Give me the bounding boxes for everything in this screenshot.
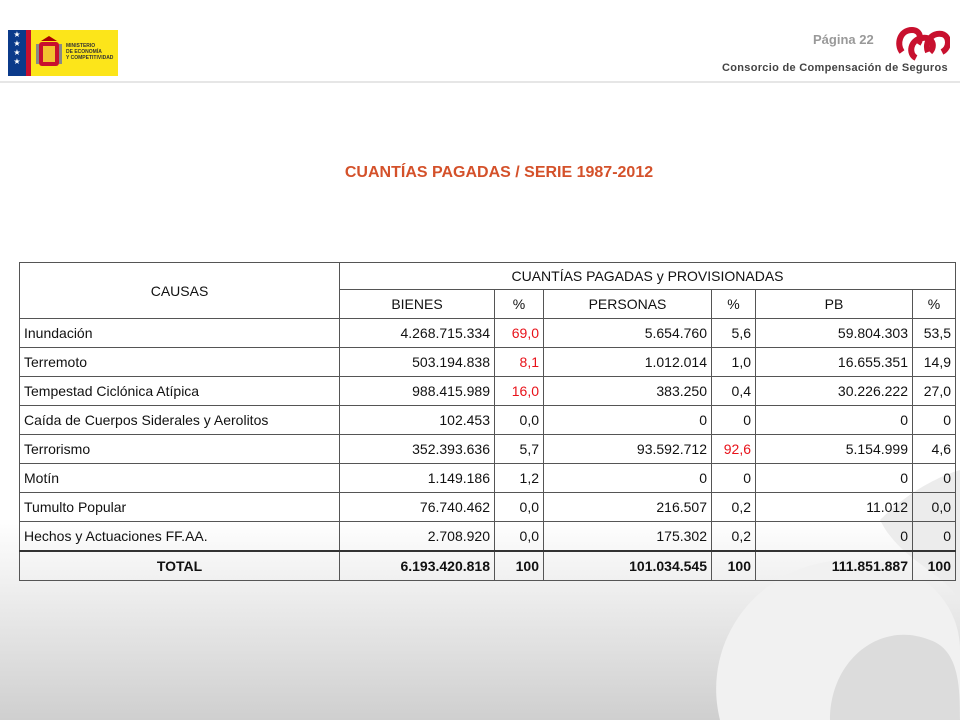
table-row (20, 319, 956, 348)
causas-header: CAUSAS (20, 263, 340, 319)
table-row (20, 493, 956, 522)
company-name: Consorcio de Compensación de Seguros (722, 62, 948, 74)
bienes-pct: 0,0 (495, 406, 544, 435)
cause-label: Inundación (20, 319, 340, 348)
pb-pct: 4,6 (913, 435, 956, 464)
bienes-value: 102.453 (340, 406, 495, 435)
pb-value: 30.226.222 (756, 377, 913, 406)
cause-label: Tempestad Ciclónica Atípica (20, 377, 340, 406)
pb-value: 5.154.999 (756, 435, 913, 464)
pb-value: 11.012 (756, 493, 913, 522)
personas-value: 1.012.014 (544, 348, 712, 377)
bienes-value: 503.194.838 (340, 348, 495, 377)
personas-value: 0 (544, 406, 712, 435)
personas-pct: 5,6 (712, 319, 756, 348)
pb-pct: 0 (913, 464, 956, 493)
bienes-pct: 1,2 (495, 464, 544, 493)
col-bienes-pct: % (495, 290, 544, 319)
bienes-value: 4.268.715.334 (340, 319, 495, 348)
table-row (20, 377, 956, 406)
pb-value: 0 (756, 522, 913, 552)
personas-pct: 0,4 (712, 377, 756, 406)
col-bienes: BIENES (340, 290, 495, 319)
table-row (20, 348, 956, 377)
bienes-value: 76.740.462 (340, 493, 495, 522)
bienes-value: 1.149.186 (340, 464, 495, 493)
table-row (20, 435, 956, 464)
col-pb: PB (756, 290, 913, 319)
payments-table (19, 262, 956, 581)
personas-value: 175.302 (544, 522, 712, 552)
page-number: Página 22 (813, 32, 874, 47)
bienes-value: 988.415.989 (340, 377, 495, 406)
personas-pct: 92,6 (712, 435, 756, 464)
ministry-logo (8, 30, 118, 76)
personas-pct: 0,2 (712, 522, 756, 552)
bienes-pct: 8,1 (495, 348, 544, 377)
cause-label: Terremoto (20, 348, 340, 377)
ccs-logo-icon (894, 22, 950, 64)
pb-value: 16.655.351 (756, 348, 913, 377)
pb-pct: 53,5 (913, 319, 956, 348)
personas-pct: 0,2 (712, 493, 756, 522)
bienes-pct: 5,7 (495, 435, 544, 464)
personas-value: 5.654.760 (544, 319, 712, 348)
ministry-name: MINISTERIO DE ECONOMÍA Y COMPETITIVIDAD (66, 43, 114, 61)
bienes-pct: 0,0 (495, 493, 544, 522)
cause-label: Terrorismo (20, 435, 340, 464)
personas-pct: 0 (712, 406, 756, 435)
pb-value: 59.804.303 (756, 319, 913, 348)
table-row (20, 406, 956, 435)
total-label: TOTAL (20, 551, 340, 581)
pb-pct: 27,0 (913, 377, 956, 406)
header-divider (0, 81, 960, 83)
personas-value: 383.250 (544, 377, 712, 406)
header (0, 0, 960, 86)
col-personas-pct: % (712, 290, 756, 319)
personas-value: 0 (544, 464, 712, 493)
pb-pct: 0 (913, 522, 956, 552)
col-pb-pct: % (913, 290, 956, 319)
bienes-pct: 0,0 (495, 522, 544, 552)
bienes-value: 352.393.636 (340, 435, 495, 464)
cause-label: Tumulto Popular (20, 493, 340, 522)
personas-value: 93.592.712 (544, 435, 712, 464)
personas-pct: 1,0 (712, 348, 756, 377)
eu-flag: ★ ★ ★ ★ (8, 30, 26, 76)
flag-stripe (26, 30, 31, 76)
total-pb: 111.851.887 (756, 551, 913, 581)
coat-of-arms-icon (36, 36, 62, 70)
group-header: CUANTÍAS PAGADAS y PROVISIONADAS (340, 263, 956, 290)
bienes-value: 2.708.920 (340, 522, 495, 552)
total-row (20, 551, 956, 581)
cause-label: Motín (20, 464, 340, 493)
cause-label: Caída de Cuerpos Siderales y Aerolitos (20, 406, 340, 435)
total-personas-pct: 100 (712, 551, 756, 581)
table-row (20, 522, 956, 552)
total-personas: 101.034.545 (544, 551, 712, 581)
page-title: CUANTÍAS PAGADAS / SERIE 1987-2012 (344, 164, 654, 181)
pb-pct: 14,9 (913, 348, 956, 377)
personas-pct: 0 (712, 464, 756, 493)
total-bienes: 6.193.420.818 (340, 551, 495, 581)
col-personas: PERSONAS (544, 290, 712, 319)
pb-value: 0 (756, 406, 913, 435)
total-pb-pct: 100 (913, 551, 956, 581)
bienes-pct: 69,0 (495, 319, 544, 348)
bienes-pct: 16,0 (495, 377, 544, 406)
pb-value: 0 (756, 464, 913, 493)
cause-label: Hechos y Actuaciones FF.AA. (20, 522, 340, 552)
total-bienes-pct: 100 (495, 551, 544, 581)
personas-value: 216.507 (544, 493, 712, 522)
table-row (20, 464, 956, 493)
pb-pct: 0 (913, 406, 956, 435)
pb-pct: 0,0 (913, 493, 956, 522)
